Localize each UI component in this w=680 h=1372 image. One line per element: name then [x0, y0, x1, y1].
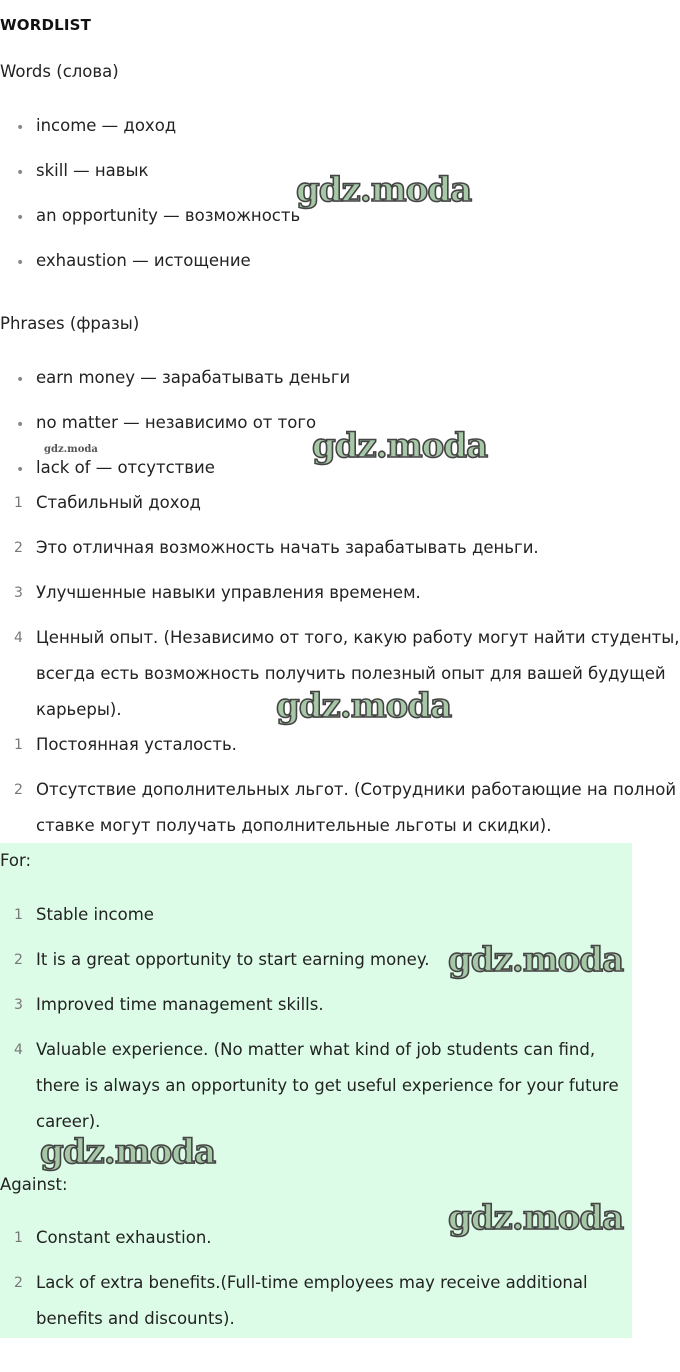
list-item: Stable income — [36, 905, 154, 924]
list-number: 2 — [14, 952, 23, 968]
words-heading: Words (слова) — [0, 62, 119, 81]
watermark: gdz.moda — [448, 940, 624, 980]
watermark: gdz.moda — [40, 1132, 216, 1172]
list-item: Постоянная усталость. — [36, 735, 237, 754]
list-number: 3 — [14, 585, 23, 601]
list-number: 1 — [14, 495, 23, 511]
bullet: • — [16, 165, 25, 181]
list-number: 2 — [14, 782, 23, 798]
watermark: gdz.moda — [312, 426, 488, 466]
list-item-continued: career). — [36, 1112, 101, 1131]
list-number: 1 — [14, 737, 23, 753]
list-number: 1 — [14, 907, 23, 923]
list-item: earn money — зарабатывать деньги — [36, 368, 351, 387]
bullet: • — [16, 210, 25, 226]
list-item: an opportunity — возможность — [36, 206, 301, 225]
watermark: gdz.moda — [276, 686, 452, 726]
watermark: gdz.moda — [296, 170, 472, 210]
list-item: Lack of extra benefits.(Full-time employees may receive additional — [36, 1273, 588, 1292]
list-number: 2 — [14, 540, 23, 556]
list-item: Valuable experience. (No matter what kind of job students can find, — [36, 1040, 596, 1059]
bullet: • — [16, 462, 25, 478]
list-item: Стабильный доход — [36, 493, 201, 512]
list-item-continued: benefits and discounts). — [36, 1309, 235, 1328]
phrases-heading: Phrases (фразы) — [0, 314, 140, 333]
list-number: 4 — [14, 630, 23, 646]
bullet: • — [16, 120, 25, 136]
list-item: Improved time management skills. — [36, 995, 324, 1014]
list-item: Ценный опыт. (Независимо от того, какую работу могут найти студенты, — [36, 628, 680, 647]
list-item: no matter — независимо от того — [36, 413, 317, 432]
list-number: 1 — [14, 1230, 23, 1246]
list-item-continued: there is always an opportunity to get useful experience for your future — [36, 1076, 619, 1095]
list-item: income — доход — [36, 116, 177, 135]
page-title: WORDLIST — [0, 16, 92, 34]
list-number: 2 — [14, 1275, 23, 1291]
list-item-continued: всегда есть возможность получить полезный опыт для вашей будущей — [36, 664, 666, 683]
list-number: 4 — [14, 1042, 23, 1058]
list-item-continued: ставке могут получать дополнительные льготы и скидки). — [36, 816, 552, 835]
list-item-continued: карьеры). — [36, 700, 122, 719]
list-item: exhaustion — истощение — [36, 251, 251, 270]
for-heading: For: — [0, 851, 32, 870]
bullet: • — [16, 417, 25, 433]
against-heading: Against: — [0, 1175, 68, 1194]
list-item: Constant exhaustion. — [36, 1228, 212, 1247]
list-item: It is a great opportunity to start earning money. — [36, 950, 430, 969]
list-item: skill — навык — [36, 161, 149, 180]
list-item: Отсутствие дополнительных льгот. (Сотрудники работающие на полной — [36, 780, 677, 799]
bullet: • — [16, 372, 25, 388]
bullet: • — [16, 255, 25, 271]
watermark: gdz.moda — [448, 1198, 624, 1238]
list-item: lack of — отсутствие — [36, 458, 215, 477]
list-number: 3 — [14, 997, 23, 1013]
list-item: Это отличная возможность начать зарабатывать деньги. — [36, 538, 539, 557]
watermark-small: gdz.moda — [44, 444, 98, 455]
list-item: Улучшенные навыки управления временем. — [36, 583, 421, 602]
